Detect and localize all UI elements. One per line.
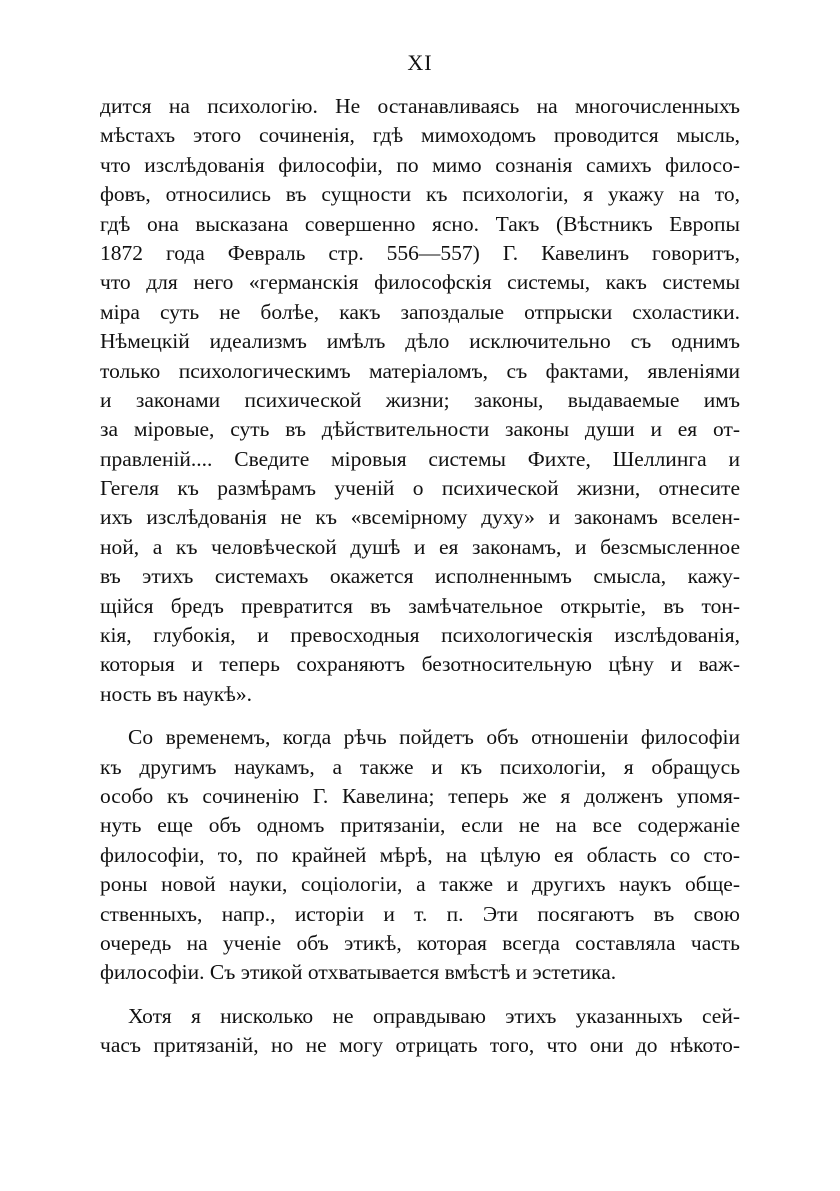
text-line: ихъ изслѣдованія не къ «всемірному духу» и законамъ вселен-	[100, 505, 740, 530]
text-line: къ другимъ наукамъ, а также и къ психологіи, я обращусь	[100, 754, 740, 779]
text-line: ной, а къ человѣческой душѣ и ея законамъ, и безсмысленное	[100, 534, 740, 559]
text-line: что для него «германскія философскія системы, какъ системы	[100, 270, 740, 295]
text-line: философіи. Съ этикой отхватывается вмѣстѣ и эстетика.	[100, 960, 617, 985]
text-line: роны новой науки, соціологіи, а также и другихъ наукъ обще-	[100, 872, 740, 897]
text-line: Со временемъ, когда рѣчь пойдетъ объ отношеніи философіи	[128, 725, 740, 750]
text-line: очередь на ученіе объ этикѣ, которая всегда составляла часть	[100, 930, 740, 955]
page-number: XI	[407, 50, 433, 75]
text-line: 1872 года Февраль стр. 556—557) Г. Кавелинъ говоритъ,	[100, 240, 740, 265]
paragraph	[100, 723, 740, 988]
paragraph	[100, 1002, 740, 1061]
text-line: особо къ сочиненію Г. Кавелина; теперь же я долженъ упомя-	[100, 783, 740, 808]
text-line: Гегеля къ размѣрамъ ученій о психической жизни, отнесите	[100, 476, 740, 501]
text-line: философіи, то, по крайней мѣрѣ, на цѣлую ея область со сто-	[100, 842, 740, 867]
paragraph-spacer	[100, 988, 740, 1002]
text-line: кія, глубокія, и превосходныя психологическія изслѣдованія,	[100, 623, 740, 648]
text-line: Нѣмецкій идеализмъ имѣлъ дѣло исключительно съ однимъ	[100, 329, 740, 354]
text-line: правленій.... Сведите міровыя системы Фихте, Шеллинга и	[100, 446, 740, 471]
text-line: ность въ наукѣ».	[100, 681, 252, 706]
text-line: которыя и теперь сохраняютъ безотносительную цѣну и важ-	[100, 652, 740, 677]
text-line: въ этихъ системахъ окажется исполненнымъ смысла, кажу-	[100, 564, 740, 589]
text-line: нуть еще объ одномъ притязаніи, если не на все содержаніе	[100, 813, 740, 838]
text-line: дится на психологію. Не останавливаясь на многочисленныхъ	[100, 94, 740, 118]
text-line: фовъ, относились въ сущности къ психологіи, я укажу на то,	[100, 182, 740, 207]
text-line: и законами психической жизни; законы, выдаваемые имъ	[100, 387, 740, 412]
paragraph	[100, 92, 740, 709]
text-line: ственныхъ, напр., исторіи и т. п. Эти посягаютъ въ свою	[100, 901, 740, 926]
text-line: мѣстахъ этого сочиненія, гдѣ мимоходомъ проводится мысль,	[100, 123, 740, 148]
text-line: міра суть не болѣе, какъ запоздалые отпрыски схоластики.	[100, 299, 740, 324]
text-line: гдѣ она высказана совершенно ясно. Такъ (Вѣстникъ Европы	[100, 211, 740, 236]
text-line: часъ притязаній, но не могу отрицать того, что они до нѣкото-	[100, 1033, 740, 1058]
text-line: за міровые, суть въ дѣйствительности законы души и ея от-	[100, 417, 740, 442]
page-body	[100, 92, 740, 1061]
paragraph-spacer	[100, 709, 740, 723]
text-line: Хотя я нисколько не оправдываю этихъ указанныхъ сей-	[128, 1003, 740, 1028]
text-line: что изслѣдованія философіи, по мимо сознанія самихъ филосо-	[100, 152, 740, 177]
text-line: щійся бредъ превратится въ замѣчательное открытіе, въ тон-	[100, 593, 740, 618]
text-line: только психологическимъ матеріаломъ, съ фактами, явленіями	[100, 358, 740, 383]
